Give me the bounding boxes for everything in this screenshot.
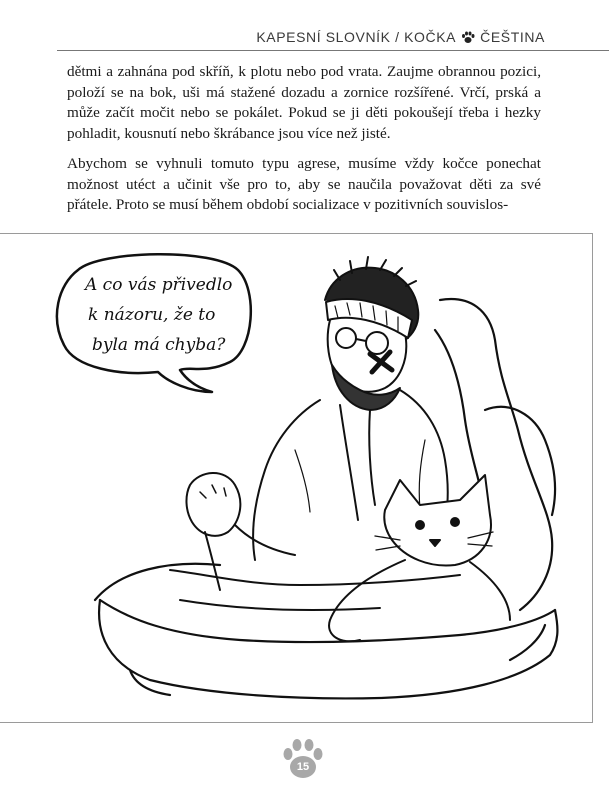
paragraph-1: dětmi a zahnána pod skříň, k plotu nebo pod vrata. Zaujme obrannou pozici, položí se na bok, uši má stažené dozadu a zornice rozšířené. Vrčí, prská a může začít močit nebo se pokálet. Pokud se ji děti pokoušejí třeba i hezky pohladit, kousnutí nebo škrábance jsou více než jisté. xyxy=(67,63,541,142)
speech-line-1: A co vás přivedlo xyxy=(85,275,233,295)
running-title xyxy=(256,29,545,45)
paw-icon xyxy=(281,737,325,781)
page-number: 15 xyxy=(296,761,310,773)
running-title-right: ČEŠTINA xyxy=(480,29,545,45)
paragraph-2: Abychom se vyhnuli tomuto typu agrese, musíme vždy kočce ponechat možnost utéct a učinit vše pro to, aby se naučila považovat děti za své přátele. Proto se musí během období socializace v pozitivních souvislos- xyxy=(67,155,541,213)
paw-icon xyxy=(461,31,475,44)
cartoon-illustration xyxy=(40,240,580,715)
speech-bubble xyxy=(57,254,251,392)
page-header xyxy=(0,0,609,48)
body-text xyxy=(67,62,541,226)
speech-line-2: k názoru, že to xyxy=(88,305,216,325)
speech-line-3: byla má chyba? xyxy=(92,335,226,355)
header-rule xyxy=(57,50,609,51)
running-title-left: KAPESNÍ SLOVNÍK / KOČKA xyxy=(256,29,457,45)
